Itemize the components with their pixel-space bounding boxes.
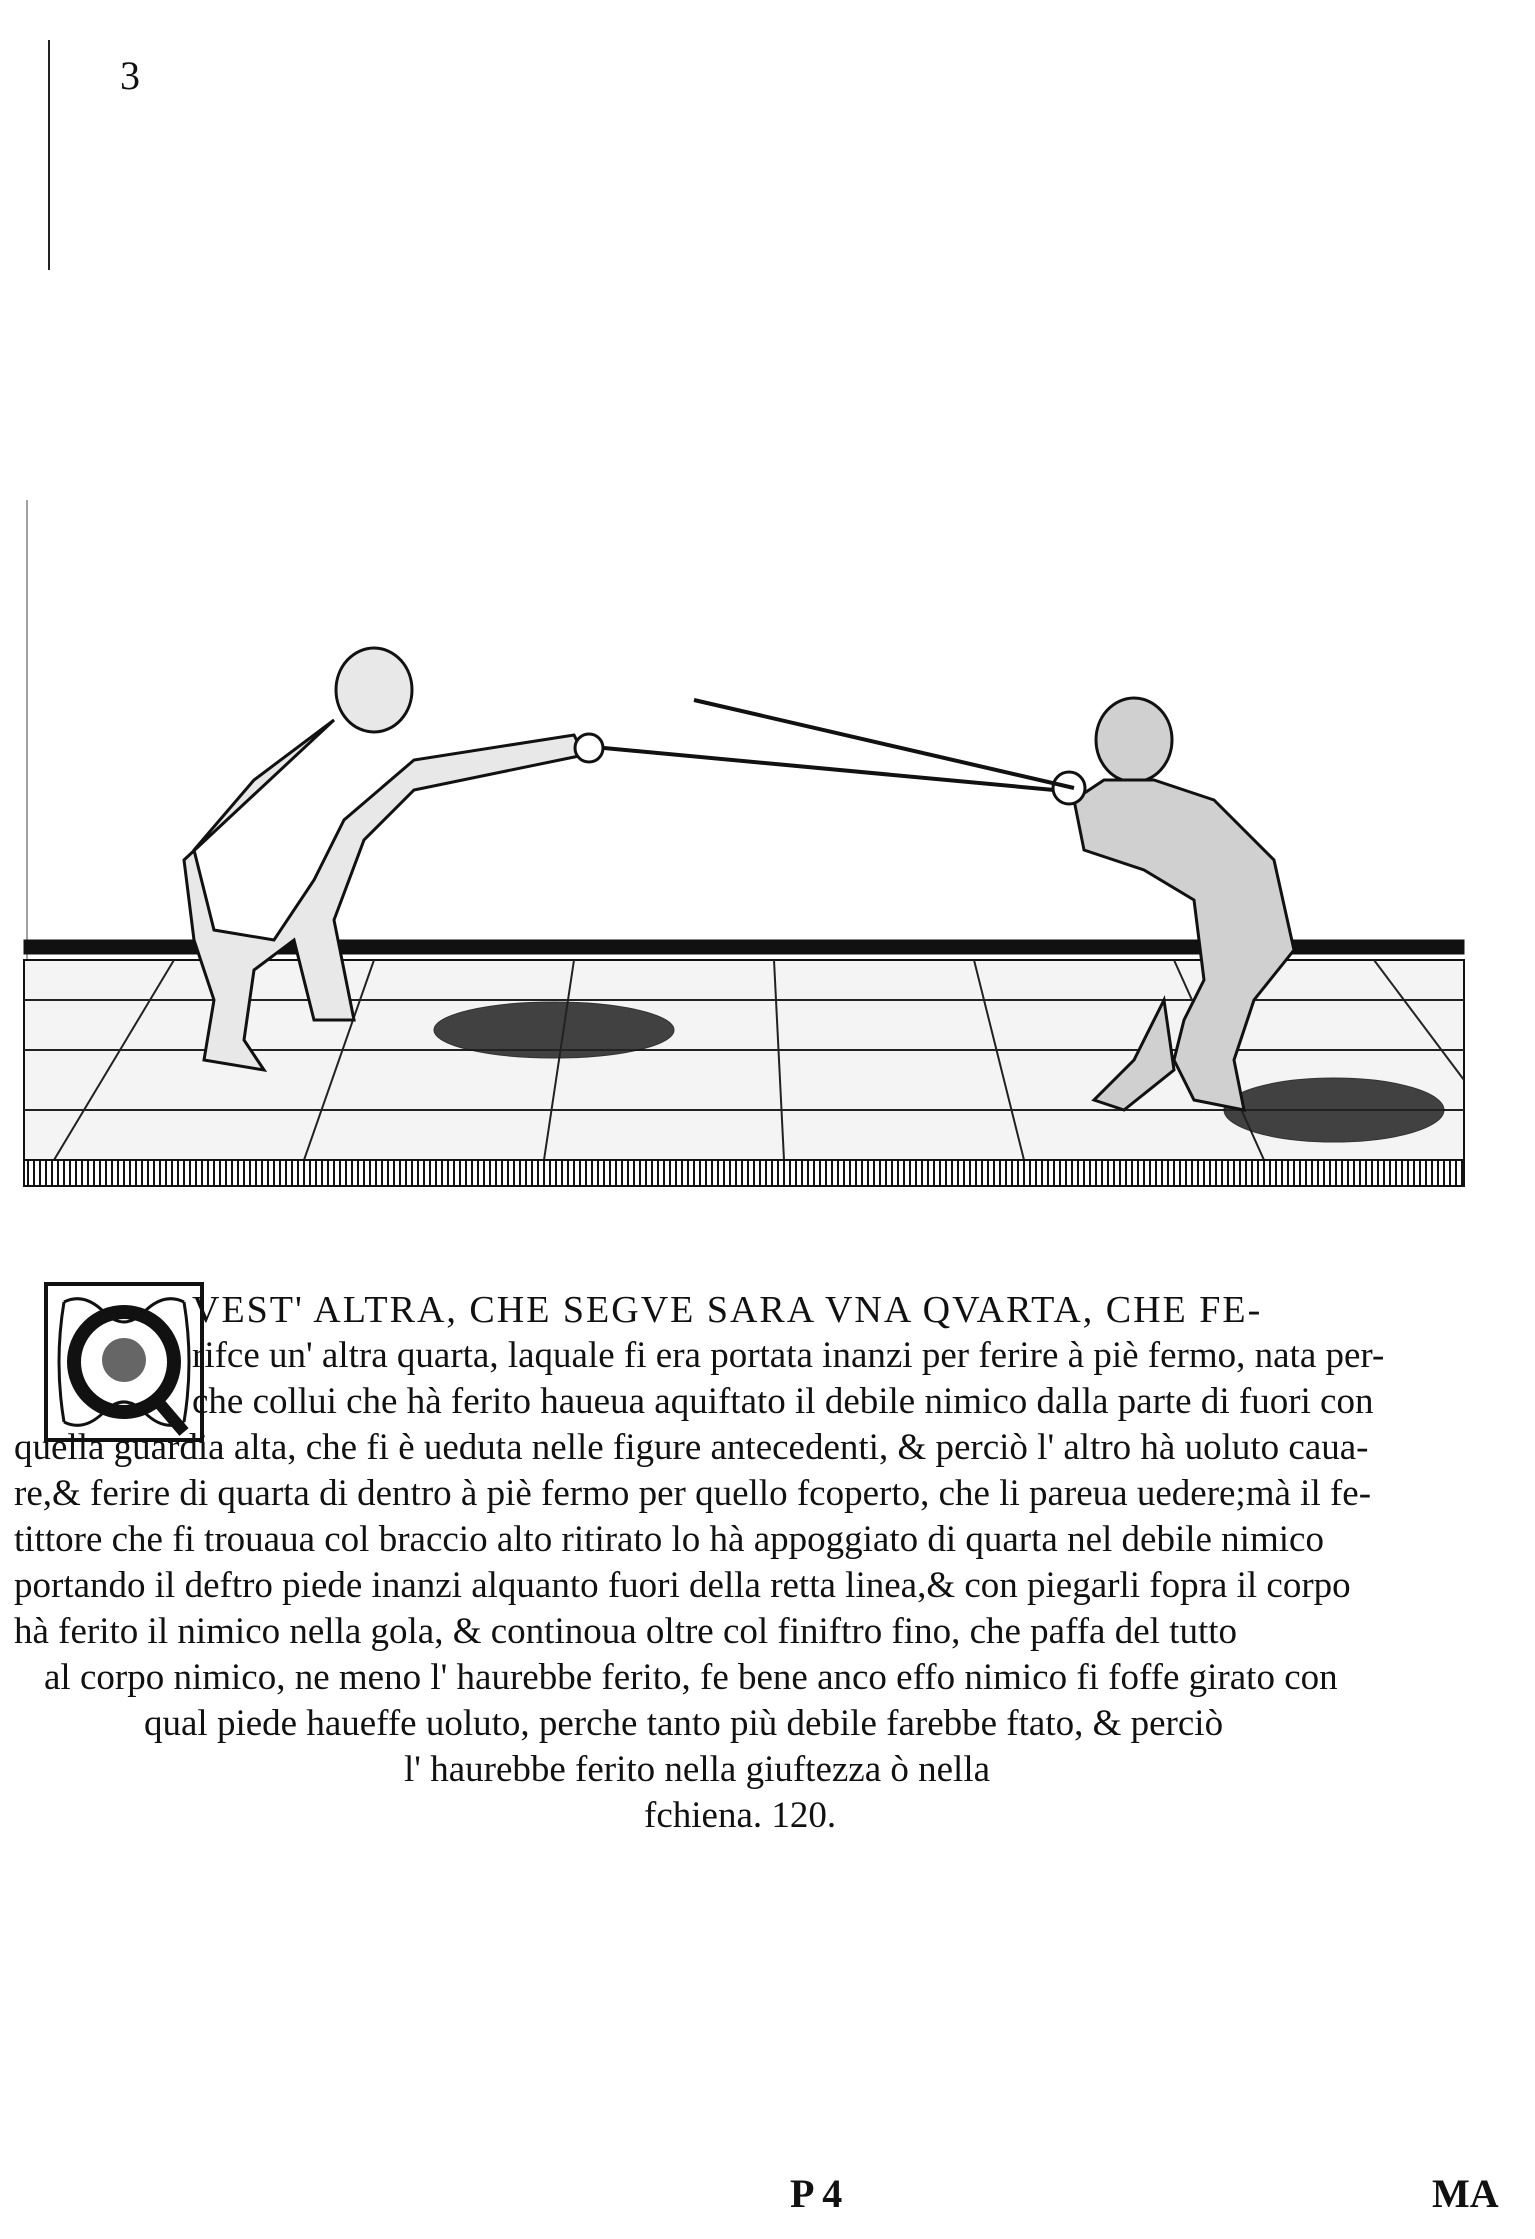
catchword: MA <box>1432 2171 1499 2216</box>
text-line-10: qual piede haueffe uoluto, perche tanto più debile farebbe ftato, & perciò <box>144 1703 1224 1744</box>
text-line-7: portando il deftro piede inanzi alquanto fuori della retta linea,& con piegarli fopra il corpo <box>14 1565 1351 1606</box>
fencing-engraving <box>14 640 1474 1200</box>
text-line-6: tittore che fi trouaua col braccio alto ritirato lo hà appoggiato di quarta nel debile nimico <box>14 1519 1324 1560</box>
swords <box>604 700 1074 790</box>
signature-mark: P 4 <box>790 2171 843 2216</box>
text-line-12: fchiena. 120. <box>644 1795 837 1836</box>
margin-rule <box>48 40 50 270</box>
text-line-5: re,& ferire di quarta di dentro à piè fermo per quello fcoperto, che li pareua uedere;mà il fe- <box>14 1473 1372 1514</box>
ornamental-drop-cap-icon <box>44 1282 204 1442</box>
text-line-9: al corpo nimico, ne meno l' haurebbe ferito, fe bene anco effo nimico fi foffe girato con <box>44 1657 1338 1698</box>
text-line-3: che collui che hà ferito haueua aquiftato il debile nimico dalla parte di fuori con <box>192 1381 1374 1422</box>
page-number: 3 <box>120 53 140 98</box>
text-line-2: rifce un' altra quarta, laquale fi era portata inanzi per ferire à piè fermo, nata per- <box>192 1335 1385 1376</box>
text-line-8: hà ferito il nimico nella gola, & continoua oltre col finiftro fino, che paffa del tutto <box>14 1611 1238 1652</box>
text-line-4: quella guardia alta, che fi è ueduta nelle figure antecedenti, & perciò l' altro hà uoluto caua- <box>14 1427 1369 1468</box>
text-line-11: l' haurebbe ferito nella giuftezza ò nella <box>404 1749 991 1790</box>
text-line-1: VEST' ALTRA, CHE SEGVE SARA VNA QVARTA, CHE FE- <box>192 1289 1263 1331</box>
